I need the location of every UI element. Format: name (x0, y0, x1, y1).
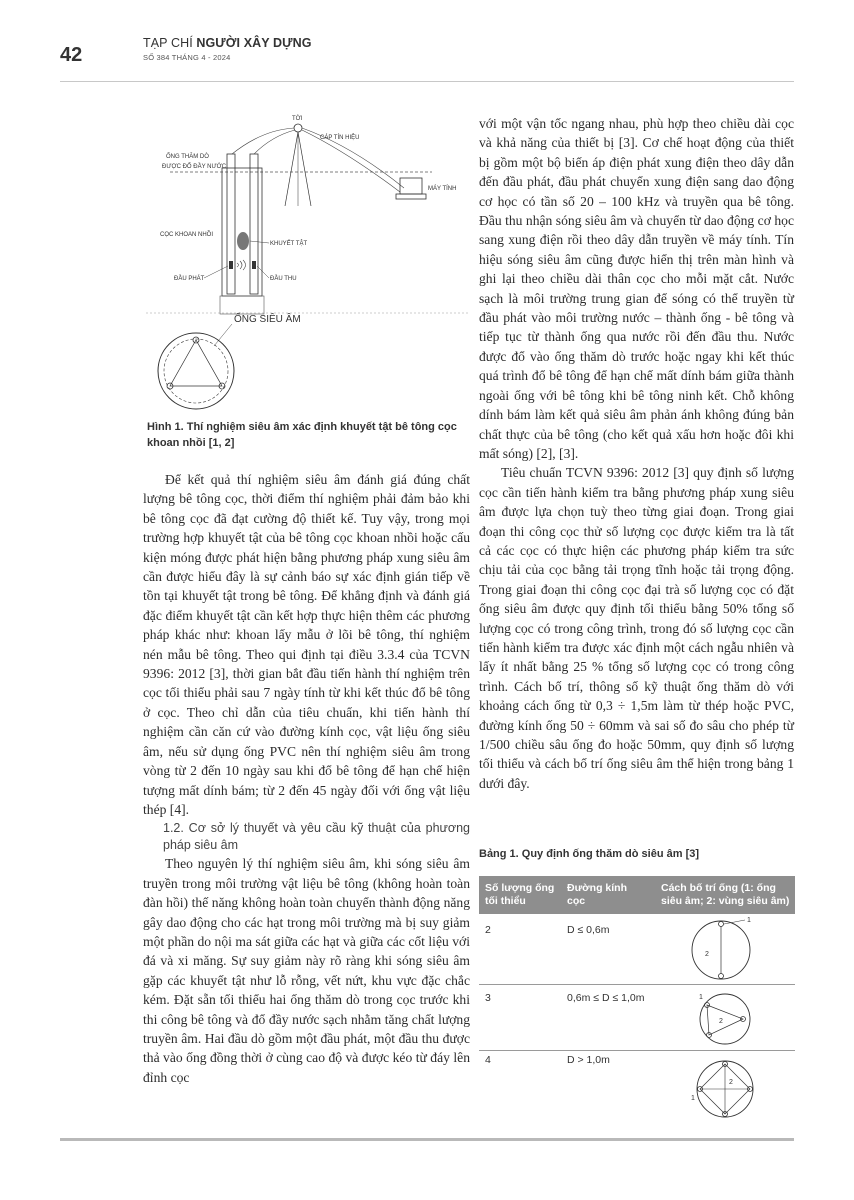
row-divider (479, 1050, 795, 1051)
diagram-label-1: 1 (699, 994, 703, 1001)
emitter-probe (229, 261, 233, 269)
table-header-row (479, 876, 795, 914)
probe-tube-table (479, 876, 795, 1128)
diagram-label-1: 1 (691, 1095, 695, 1102)
label-probe-tube-1: ỐNG THĂM DÒ (166, 154, 209, 160)
paragraph: Để kết quả thí nghiệm siêu âm đánh giá đúng chất lượng bê tông cọc, thời điểm thí nghiệm phải đảm bảo khi bê tông cọc đã đạt cường độ thiết kế. Tuy vậy, trong mọi trường hợp khuyết tật của bê tông cọc khoan nhồi hoặc cấu kiện móng được phát hiện bằng phương pháp xung siêu âm cần được hiểu đây là sự cảnh báo sự xác định gián tiếp về tồn tại khuyết tật trong bê tông. Để khẳng định và đánh giá đặc điểm khuyết tật cần kết hợp thực hiện thêm các phương pháp khác như: khoan lấy mẫu ở lõi bê tông, thí nghiệm nén mẫu bê tông. Theo qui định tại điều 3.3.4 của TCVN 9396: 2012 [3], thời gian bắt đầu tiến hành thí nghiệm trên cọc tối thiểu phải sau 7 ngày tính từ khi kết thúc đổ bê tông ở cọc. Theo chỉ dẫn của tiêu chuẩn, khi tiến hành thí nghiệm cần căn cứ vào đường kính cọc, vật liệu ống siêu âm, nếu sử dụng ống PVC nên thí nghiệm siêu âm trong vòng từ 2 đến 10 ngày sau khi đổ bê tông để hạn chế hiện tượng mất dính bám; từ 2 đến 45 ngày đối với ống vật liệu thép [4]. (143, 472, 470, 817)
probe-pipe-right (250, 154, 258, 294)
section-heading-1-2: 1.2. Cơ sở lý thuyết và yêu cầu kỹ thuật của phương pháp siêu âm (163, 821, 470, 853)
receiver-probe (252, 261, 256, 269)
pile-outline (222, 168, 262, 296)
paragraph: với một vận tốc ngang nhau, phù hợp theo chiều dài cọc và khả năng của thiết bị [3]. Cơ chế hoạt động của thiết bị gồm một bộ biến áp điện phát xung điện theo dây dẫn đến đầu phát, đầu phát chuyển xung điện sang dao động cơ học có tần số 20 – 100 kHz và truyền qua bê tông. Đầu thu nhận sóng siêu âm và chuyển từ dao động cơ học sang xung điện rồi theo dây dẫn truyền về máy tính. Tín hiệu sóng siêu âm cũng được hiển thị trên màn hình và ghi lại theo chiều dài thân cọc cho mỗi mặt cắt. Nước sạch là môi trường trung gian để sóng có thể truyền từ đầu phát vào môi trường nước – thành ống - bê tông và tiếp tục từ thành ống qua nước rồi đến đầu thu. Nước được đổ vào ống thăm dò trước hoặc ngay khi kết thúc quá trình đổ bê tông để hạn chế mất dính bám giữa thành ngoài ống với bê tông khi bê tông ninh kết. Chỗ không dính bám làm kết quả siêu âm phản ánh không đúng bản chất thực của bê tông (cho kết quả xấu hơn hoặc đôi khi mất sóng) [2], [3]. (479, 116, 794, 461)
computer-keyboard (396, 194, 426, 199)
layout-diagram-2-tubes (685, 916, 765, 982)
paragraph: Tiêu chuẩn TCVN 9396: 2012 [3] quy định số lượng cọc cần tiến hành kiểm tra bằng phương pháp xung siêu âm được lựa chọn tuỳ theo từng giai đoạn. Trong giai đoạn thi công cọc thử số lượng cọc được kiểm tra là tất cả các cọc có thực hiện các phương pháp kiểm tra sức chịu tải của cọc bằng tải trọng tĩnh hoặc tải trọng động. Trong giai đoạn thi công cọc đại trà số lượng cọc có đặt ống siêu âm được quy định tối thiểu bằng 50% tổng số lượng cọc có trong công trình, trong đó số lượng cọc cần tiến hành kiểm tra được xác định một cách ngẫu nhiên và lấy ít nhất bằng 25 % tổng số lượng cọc có trong công trình. Cách bố trí, thông số kỹ thuật ống thăm dò với khoảng cách ống từ 0,3 ÷ 1,5m làm từ thép hoặc PVC, đường kính ống 50 ÷ 60mm và sai số đo sâu cho phép từ 1/500 chiều sâu ống đo hoặc 50mm, quy định số lượng tối thiểu và cách bố trí ống siêu âm thể hiện trong bảng 1 dưới đây. (479, 465, 794, 791)
label-receiver: ĐẦU THU (270, 276, 297, 282)
header-diameter: Đường kính cọc (567, 882, 627, 907)
cable-left (232, 128, 294, 154)
wave-icon (237, 260, 246, 270)
row2-diameter: 0,6m ≤ D ≤ 1,0m (567, 992, 645, 1004)
row1-diameter: D ≤ 0,6m (567, 924, 610, 936)
tripod-leg (298, 132, 311, 206)
diagram-label-2: 2 (719, 1018, 723, 1025)
layout-diagram-4-tubes (689, 1056, 761, 1122)
journal-issue: SỐ 384 THÁNG 4 - 2024 (143, 53, 231, 62)
rebar-cage (164, 339, 228, 403)
header-layout: Cách bố trí ống (1: ống siêu âm; 2: vùng siêu âm) (661, 882, 790, 907)
row-divider (479, 984, 795, 985)
label-pile: CỌC KHOAN NHỒI (160, 232, 214, 238)
diagram-label-1: 1 (747, 917, 751, 924)
leader-line (204, 266, 228, 278)
label-signal-cable: CÁP TÍN HIỆU (320, 135, 360, 141)
row3-count: 4 (485, 1054, 491, 1066)
footer-divider (60, 1138, 794, 1141)
pile-base (220, 296, 264, 314)
label-ultrasonic-tube: ỐNG SIÊU ÂM (234, 314, 301, 325)
journal-header (143, 36, 312, 62)
tripod-leg (285, 132, 298, 206)
table-caption: Bảng 1. Quy định ống thăm dò siêu âm [3] (479, 848, 700, 860)
journal-title (143, 36, 312, 50)
leader-line (250, 241, 269, 243)
left-column (143, 470, 470, 1087)
row2-count: 3 (485, 992, 491, 1004)
cable-right (254, 130, 295, 154)
leader-line (214, 324, 232, 346)
winch-icon (294, 124, 302, 132)
probe-pipe-left (227, 154, 235, 294)
row3-diameter: D > 1,0m (567, 1054, 610, 1066)
label-defect: KHUYẾT TẬT (270, 241, 308, 247)
label-computer: MÁY TÍNH (428, 186, 457, 192)
layout-diagram-3-tubes (691, 989, 761, 1047)
label-winch: TỜI (292, 116, 303, 122)
row1-count: 2 (485, 924, 491, 936)
defect-mark (237, 232, 249, 250)
diagram-label-2: 2 (705, 951, 709, 958)
journal-name: NGƯỜI XÂY DỰNG (196, 36, 312, 50)
ultrasonic-zone (170, 340, 222, 386)
paragraph: Theo nguyên lý thí nghiệm siêu âm, khi sóng siêu âm truyền trong môi trường vật liệu bê tông (không hoàn toàn đàn hồi) thế năng không hoàn toàn chuyển thành động năng gây dao động cho các hạt trong môi trường mà bị suy giảm một phần do nội ma sát giữa các hạt và giữa các cốt liệu với đá và xi măng. Sự suy giảm này rõ ràng khi sóng siêu âm gặp các khuyết tật như lỗ rỗng, vết nứt, khu vực đặc chắc kém. Đặt sẵn tối thiểu hai ống thăm dò trong cọc trước khi thi công bê tông và đổ đầy nước sạch nhằm tăng chất lượng truyền âm. Hai đầu dò gồm một đầu phát, một đầu thu được thả vào ống đồng thời ở cùng cao độ và được kéo từ đáy lên đỉnh cọc (143, 856, 470, 1085)
header-divider (60, 81, 794, 82)
figure-ultrasonic-test (142, 106, 472, 414)
page-number: 42 (60, 44, 83, 66)
header-count: Số lượng ống tối thiểu (485, 882, 555, 907)
right-column (479, 114, 794, 793)
leader-line (257, 266, 269, 278)
pile-cross-section (158, 333, 234, 409)
computer-icon (400, 178, 422, 194)
figure-caption: Hình 1. Thí nghiệm siêu âm xác định khuyết tật bê tông cọc khoan nhồi [1, 2] (147, 421, 457, 449)
ultrasonic-test-diagram (142, 106, 472, 414)
label-emitter: ĐẦU PHÁT (174, 276, 205, 282)
journal-prefix: TẠP CHÍ (143, 36, 197, 50)
label-probe-tube-2: ĐƯỢC ĐỔ ĐẦY NƯỚC (162, 164, 227, 170)
diagram-label-2: 2 (729, 1079, 733, 1086)
